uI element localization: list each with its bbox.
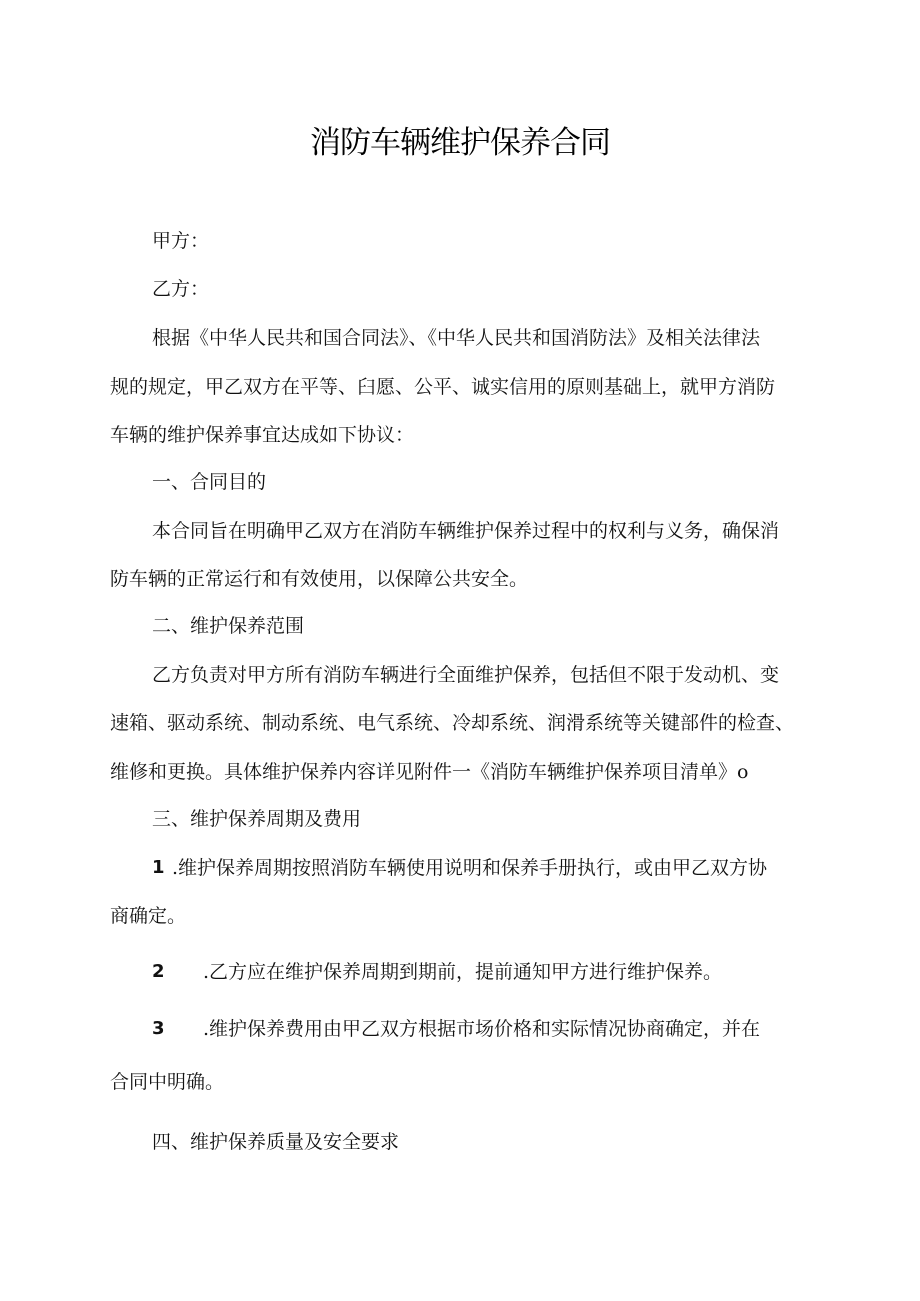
section-1-line-1: 本合同旨在明确甲乙双方在消防车辆维护保养过程中的权利与义务，确保消 <box>152 520 780 542</box>
section-2-line-3: 维修和更换。具体维护保养内容详见附件一《消防车辆维护保养项目清单》o <box>110 761 749 783</box>
intro-line-2: 规的规定，甲乙双方在平等、臼愿、公平、诚实信用的原则基础上，就甲方消防 <box>110 376 776 398</box>
intro-line-3: 车辆的维护保养事宜达成如下协议： <box>110 424 415 446</box>
section-2-line-2: 速箱、驱动系统、制动系统、电气系统、冷却系统、润滑系统等关键部件的检查、 <box>110 712 795 734</box>
item-2-number: 2 <box>152 961 165 982</box>
party-a-label: 甲方： <box>152 230 210 252</box>
section-1-heading: 一、合同目的 <box>152 471 267 493</box>
item-3-number: 3 <box>152 1018 165 1039</box>
section-1-line-2: 防车辆的正常运行和有效使用，以保障公共安全。 <box>110 568 529 590</box>
section-3-heading: 三、维护保养周期及费用 <box>152 808 362 830</box>
item-3-line-2: 合同中明确。 <box>110 1071 225 1093</box>
item-1-number: 1 <box>152 857 165 878</box>
document-title: 消防车辆维护保养合同 <box>310 125 610 161</box>
section-2-heading: 二、维护保养范围 <box>152 615 305 637</box>
intro-line-1: 根据《中华人民共和国合同法》、《中华人民共和国消防法》及相关法律法 <box>152 327 761 349</box>
item-3-line-1: .维护保养费用由甲乙双方根据市场价格和实际情况协商确定，并在 <box>203 1018 761 1040</box>
item-2-line-1: .乙方应在维护保养周期到期前，提前通知甲方进行维护保养。 <box>203 961 723 983</box>
section-4-heading: 四、维护保养质量及安全要求 <box>152 1131 400 1153</box>
party-b-label: 乙方： <box>152 278 210 300</box>
item-1-line-2: 商确定。 <box>110 905 187 927</box>
section-2-line-1: 乙方负责对甲方所有消防车辆进行全面维护保养，包括但不限于发动机、变 <box>152 664 780 686</box>
item-1-line-1: .维护保养周期按照消防车辆使用说明和保养手册执行，或由甲乙双方协 <box>172 857 768 879</box>
